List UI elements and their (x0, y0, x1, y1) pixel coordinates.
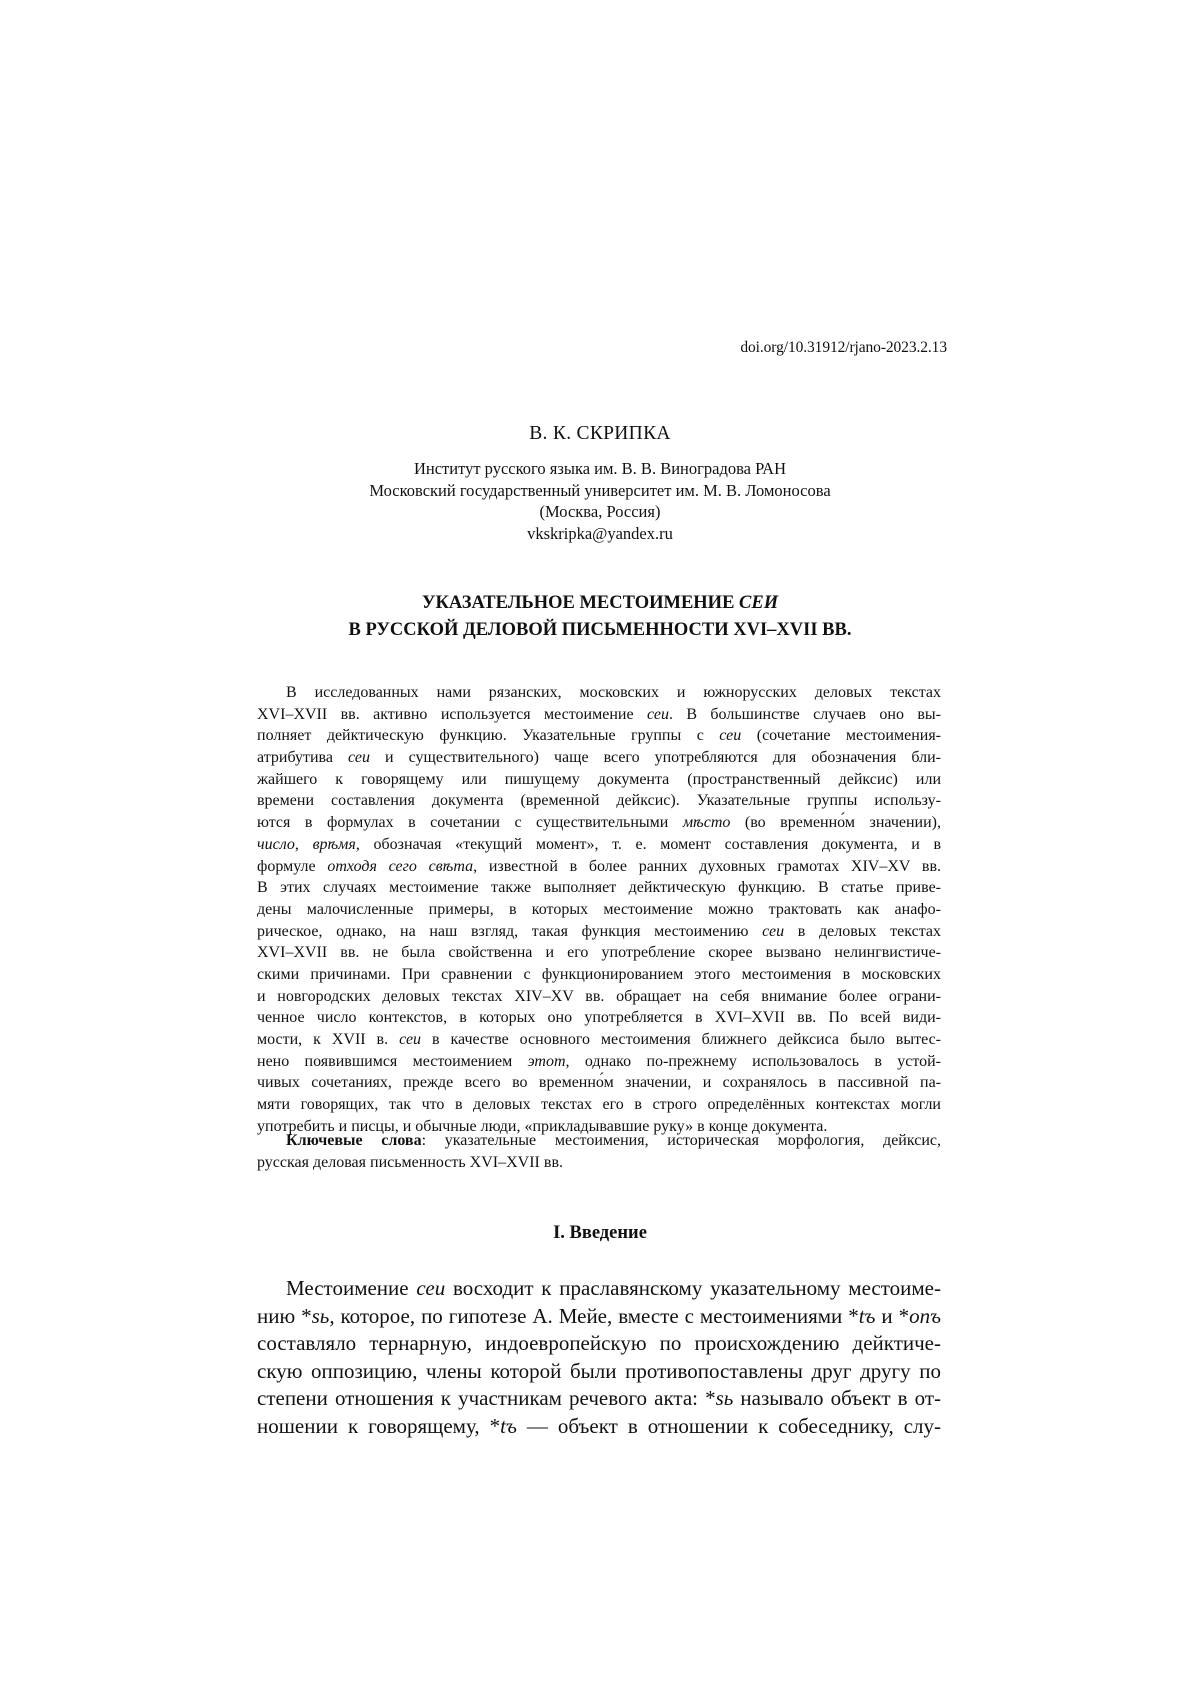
abstract-line (257, 877, 941, 899)
abstract (257, 682, 941, 1137)
text-run: XVI–XVII вв. активно используется местоимение (257, 705, 647, 723)
italic-term: сеи (416, 1276, 446, 1300)
author-name: В. К. СКРИПКА (529, 423, 671, 444)
affiliation-line: Московский государственный университет им. М. В. Ломоносова (369, 480, 831, 500)
text-run: , (294, 835, 313, 853)
text-run: в качестве основного местоимения ближнего дейксиса было вытес- (421, 1031, 942, 1048)
italic-term: сеи (719, 727, 742, 745)
text-run: мяти говорящих, так что в деловых текстах его в строго определённых контекстах могли (257, 1096, 941, 1114)
keywords-line: русская деловая письменность XVI–XVII вв. (257, 1153, 563, 1171)
italic-term: onъ (909, 1303, 941, 1328)
abstract-line (257, 1072, 941, 1094)
text-run: дены малочисленные примеры, в которых местоимение можно трактовать как анафо- (257, 900, 941, 918)
abstract-line (257, 682, 941, 704)
abstract-line (257, 986, 941, 1008)
italic-term: врѣмя (312, 835, 356, 853)
italic-term: sь (311, 1303, 330, 1328)
abstract-line (257, 1051, 941, 1073)
abstract-line (257, 921, 941, 943)
paper-title (0, 590, 1200, 644)
keywords-text: : указательные местоимения, историческая морфология, дейксис, (421, 1132, 941, 1149)
body-line (257, 1413, 941, 1441)
affiliation-line: Институт русского языка им. В. В. Виноградова РАН (413, 459, 787, 478)
abstract-line (257, 1094, 941, 1116)
text-run: жайшего к говорящему или пишущему документа (пространственный дейксис) или (257, 770, 941, 788)
title-italic-word: СЕИ (739, 593, 779, 613)
text-run: нено появившимся местоимением (257, 1052, 528, 1070)
text-run: скими причинами. При сравнении с функционированием этого местоимения в московских (257, 965, 941, 983)
italic-term: мѣсто (682, 814, 731, 832)
text-run: рическое, однако, на наш взгляд, такая функция местоимению (257, 922, 763, 940)
text-run: XVI–XVII вв. не была свойственна и его употребление скорее вызвано нелингвистиче- (257, 944, 941, 962)
abstract-line (257, 704, 941, 726)
text-run: употребить и писцы, и обычные люди, «прикладывавшие руку» в конце документа. (257, 1117, 828, 1135)
italic-term: сеи (399, 1031, 422, 1048)
italic-term: отходя сего свѣта (327, 857, 474, 875)
abstract-line (257, 790, 941, 812)
abstract-line (257, 769, 941, 791)
text-run: В исследованных нами рязанских, московских и южнорусских деловых текстах (286, 684, 941, 701)
section-heading: I. Введение (553, 1223, 647, 1243)
italic-term: число (257, 835, 295, 853)
text-run: называло объект в от- (733, 1386, 941, 1411)
italic-term: сеи (646, 705, 669, 723)
text-run: , которое, по гипотезе А. Мейе, вместе с местоимениями * (329, 1303, 859, 1328)
text-run: времени составления документа (временной дейксис). Указательные группы использу- (257, 792, 941, 810)
text-run: , известной в более ранних духовных грамотах XIV–XV вв. (473, 857, 942, 875)
text-run: нию * (257, 1303, 312, 1328)
text-run: . В большинстве случаев оно вы- (668, 705, 941, 723)
text-run: Местоимение (286, 1276, 417, 1300)
text-run: (во временно́м значении), (730, 814, 941, 832)
italic-term: tъ (500, 1413, 517, 1438)
abstract-line (257, 747, 941, 769)
text-run: скую оппозицию, члены которой были противопоставлены друг другу по (257, 1358, 941, 1383)
text-run: ются в формулах в сочетании с существительными (257, 814, 683, 832)
doi-link[interactable]: doi.org/10.31912/rjano-2023.2.13 (740, 339, 947, 356)
author-affiliations (0, 458, 1200, 544)
abstract-line (257, 1007, 941, 1029)
italic-term: сеи (762, 922, 785, 940)
text-run: составляло тернарную, индоевропейскую по происхождению дейктиче- (257, 1331, 941, 1356)
italic-term: sь (715, 1386, 734, 1411)
text-run: мости, к XVII в. (257, 1031, 400, 1048)
text-run: формуле (257, 857, 328, 875)
author-email[interactable]: vkskripka@yandex.ru (527, 523, 673, 543)
text-run: чивых сочетаниях, прежде всего во временно́м значении, и сохранялось в пассивной па- (257, 1074, 941, 1092)
abstract-line (257, 725, 941, 747)
paper-title-line-1 (0, 590, 1200, 617)
abstract-line (257, 856, 941, 878)
text-run: полняет дейктическую функцию. Указательные группы с (257, 727, 720, 745)
text-run: степени отношения к участникам речевого акта: * (257, 1386, 716, 1411)
text-run: , однако по-прежнему использовалось в устой- (565, 1052, 942, 1070)
keywords (257, 1130, 941, 1173)
abstract-line (257, 964, 941, 986)
body-line (257, 1385, 941, 1413)
keywords-label: Ключевые слова (286, 1132, 422, 1149)
abstract-line (257, 942, 941, 964)
keywords-line (257, 1130, 941, 1152)
body-line (257, 1330, 941, 1358)
italic-term: этот (527, 1052, 566, 1070)
abstract-line (257, 1029, 941, 1051)
body-line (257, 1358, 941, 1386)
text-run: В этих случаях местоимение также выполняет дейктическую функцию. В статье приве- (257, 879, 941, 897)
italic-term: tъ (858, 1303, 876, 1328)
text-run: , обозначая «текущий момент», т. е. момент составления документа, и в (355, 835, 941, 853)
affiliation-location: (Москва, Россия) (539, 502, 661, 521)
paper-title-line-2: В РУССКОЙ ДЕЛОВОЙ ПИСЬМЕННОСТИ XVI–XVII ВВ. (348, 620, 852, 640)
body-line (257, 1303, 941, 1331)
text-run: в деловых текстах (784, 922, 941, 940)
text-run: и существительного) чаще всего употребляются для обозначения бли- (370, 749, 942, 767)
abstract-line (257, 812, 941, 834)
text-run: и * (875, 1303, 910, 1328)
text-run: восходит к праславянскому указательному местоиме- (445, 1276, 941, 1300)
text-run: (сочетание местоимения- (741, 727, 941, 745)
body-line (257, 1275, 941, 1303)
italic-term: сеи (348, 749, 370, 767)
text-run: ношении к говорящему, * (257, 1413, 501, 1438)
text-run: атрибутива (257, 749, 348, 767)
abstract-line (257, 834, 941, 856)
text-run: и новгородских деловых текстах XIV–XV вв. обращает на себя внимание более ограни- (257, 987, 941, 1005)
title-text: УКАЗАТЕЛЬНОЕ МЕСТОИМЕНИЕ (421, 593, 740, 613)
body-text (257, 1275, 941, 1441)
text-run: ченное число контекстов, в которых оно употребляется в XVI–XVII вв. По всей види- (257, 1009, 941, 1027)
text-run: — объект в отношении к собеседнику, слу- (516, 1413, 942, 1438)
abstract-line (257, 899, 941, 921)
